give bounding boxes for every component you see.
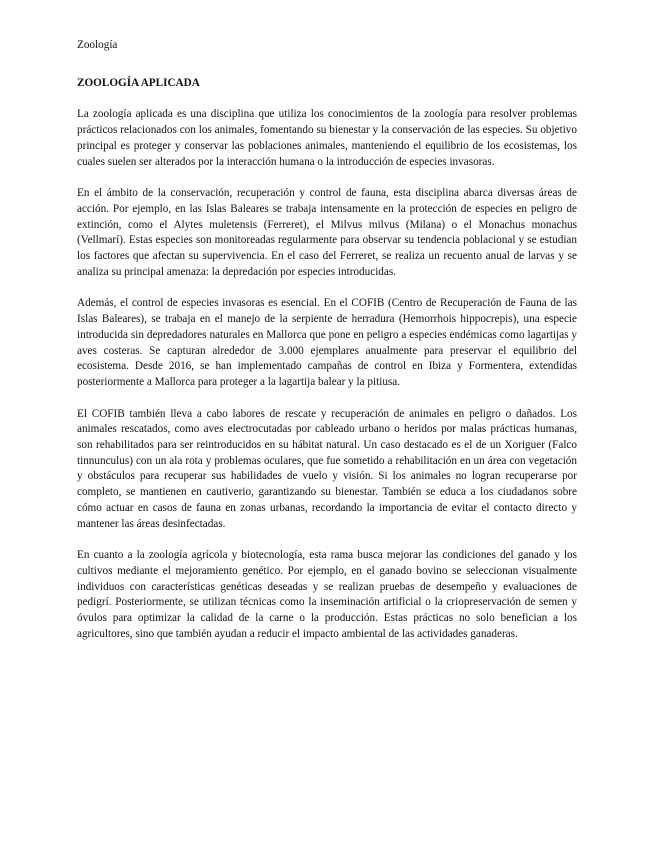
paragraph-agriculture: En cuanto a la zoología agrícola y biotecnología, esta rama busca mejorar las condiciones del ganado y los cultivos mediante el mejoramiento genético. Por ejemplo, en el ganado bovino se seleccionan visualmente individuos con características genéticas deseadas y se realizan pruebas de desempeño y evaluaciones de pedigrí. Posteriormente, se utilizan técnicas como la inseminación artificial o la criopreservación de semen y óvulos para optimizar la calidad de la carne o la producción. Estas prácticas no solo benefician a los agricultores, sino que también ayudan a reducir el impacto ambiental de las actividades ganaderas. xyxy=(77,549,577,640)
document-title: ZOOLOGÍA APLICADA xyxy=(77,76,200,89)
page-header: Zoología xyxy=(77,39,118,51)
paragraph-invasive-species: Además, el control de especies invasoras es esencial. En el COFIB (Centro de Recuperación de Fauna de las Islas Baleares), se trabaja en el manejo de la serpiente de herradura (Hemorrhois hippocrepis), una especie introducida sin depredadores naturales en Mallorca que pone en peligro a especies endémicas como lagartijas y aves costeras. Se capturan alrededor de 3.000 ejemplares anualmente para preservar el equilibrio del ecosistema. Desde 2016, se han implementado campañas de control en Ibiza y Formentera, extendidas posteriormente a Mallorca para proteger a la lagartija balear y la pitiusa. xyxy=(77,297,577,388)
paragraph-conservation: En el ámbito de la conservación, recuperación y control de fauna, esta disciplina abarca diversas áreas de acción. Por ejemplo, en las Islas Baleares se trabaja intensamente en la protección de especies en peligro de extinción, como el Alytes muletensis (Ferreret), el Milvus milvus (Milana) o el Monachus monachus (Vellmarí). Estas especies son monitoreadas regularmente para observar su tendencia poblacional y se estudian los factores que afectan su supervivencia. En el caso del Ferreret, se realiza un recuento anual de larvas y se analiza su principal amenaza: la depredación por especies introducidas. xyxy=(77,187,577,278)
paragraph-rescue: El COFIB también lleva a cabo labores de rescate y recuperación de animales en peligro o dañados. Los animales rescatados, como aves electrocutadas por cableado urbano o heridos por malas prácticas humanas, son rehabilitados para ser reintroducidos en su hábitat natural. Un caso destacado es el de un Xoriguer (Falco tinnunculus) con un ala rota y problemas oculares, que fue sometido a rehabilitación en un área con vegetación y obstáculos para recuperar sus habilidades de vuelo y visión. Si los animales no logran recuperarse por completo, se mantienen en cautiverio, garantizando su bienestar. También se educa a los ciudadanos sobre cómo actuar en casos de fauna en zonas urbanas, recordando la importancia de evitar el contacto directo y mantener las áreas desinfectadas. xyxy=(77,407,577,530)
document-page xyxy=(77,38,577,659)
paragraph-intro: La zoología aplicada es una disciplina que utiliza los conocimientos de la zoología para resolver problemas prácticos relacionados con los animales, fomentando su bienestar y la conservación de las especies. Su objetivo principal es proteger y conservar las poblaciones animales, manteniendo el equilibrio de los ecosistemas, los cuales suelen ser alterados por la interacción humana o la introducción de especies invasoras. xyxy=(77,108,577,168)
